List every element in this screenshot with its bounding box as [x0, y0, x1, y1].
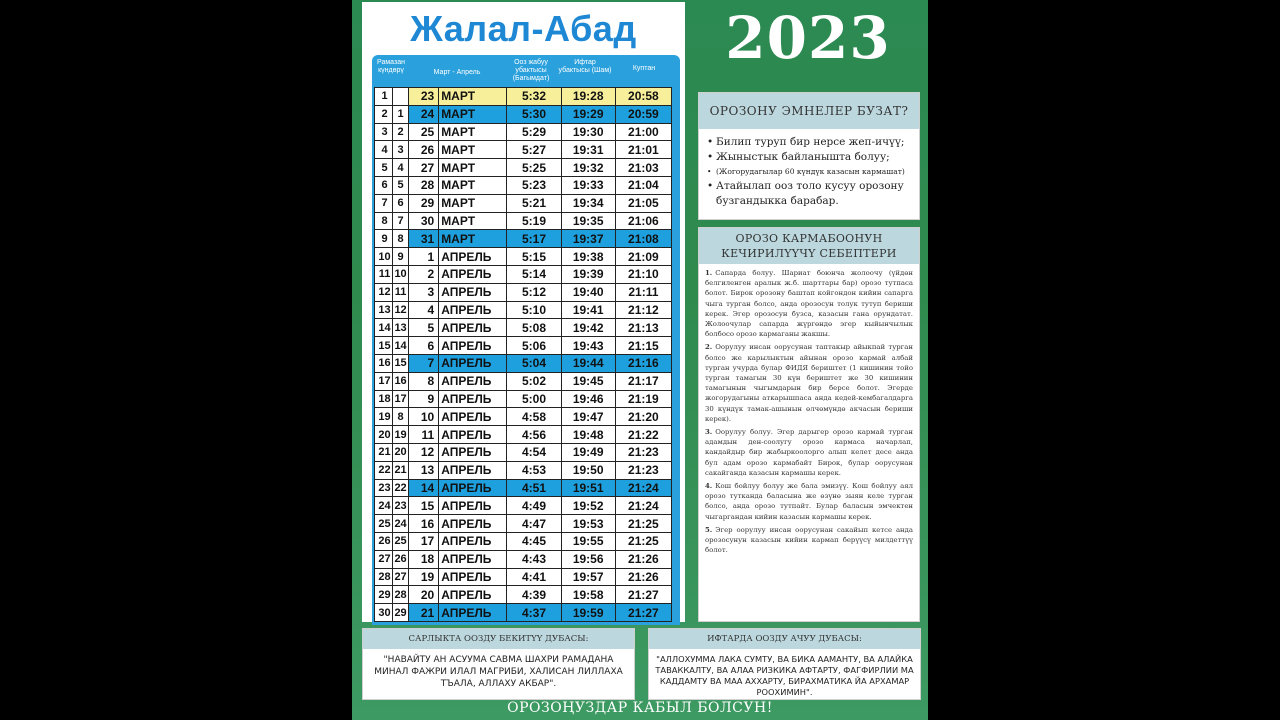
- ramazan-day-cell: 22: [375, 461, 393, 479]
- iftar-dua-text: "АЛЛОХУММА ЛАКА СУМТУ, ВА БИКА ААМАНТУ, ВА АЛАЙКА ТАВАККАЛТУ, ВА АЛАА РИЗКИКА АФТАРТУ, ФАГФИРЛИИ МА КАДДАМТУ ВА МАА АХХАРТУ, БИРАХМАТИКА ЙА АРХАМАР РООХИМИН".: [655, 654, 914, 697]
- date-month-cell: МАРТ: [439, 176, 507, 194]
- date-day-cell: 25: [409, 123, 439, 141]
- kuptan-time-cell: 21:27: [615, 586, 671, 604]
- date-day-cell: 24: [409, 105, 439, 123]
- kuptan-time-cell: 20:59: [615, 105, 671, 123]
- iftar-time-cell: 19:34: [561, 194, 615, 212]
- day-index-cell: 2: [393, 123, 409, 141]
- suhoor-time-cell: 4:37: [507, 604, 561, 622]
- header-suhoor: Ооз жабуу убактысы (Багымдат): [512, 59, 550, 82]
- table-row: [375, 265, 672, 283]
- footer-greeting: ОРОЗОҢУЗДАР КАБЫЛ БОЛСУН!: [507, 700, 773, 716]
- paragraph-text: Оорулуу инсан оорусунан таптакыр айыкпай турган болсо же карылыктын айынан орозо кармай албай турган учурда булар ФИДЯ бериштет (1 кишинин тойо турган тамагын 30 күн бериштет же 30 кишинин тамагынын чыгымдарын бир берсе болот. Эгерде жогорудагыны аткарышпаса анда кедей-кембагалдарга 30 күндүк тамак-ашынын өлчөмүндө акчасын бериши керек).: [705, 343, 913, 423]
- iftar-time-cell: 19:57: [561, 568, 615, 586]
- date-day-cell: 21: [409, 604, 439, 622]
- suhoor-time-cell: 4:41: [507, 568, 561, 586]
- fast-breakers-list: [699, 129, 919, 209]
- iftar-time-cell: 19:47: [561, 408, 615, 426]
- table-row: [375, 461, 672, 479]
- iftar-time-cell: 19:30: [561, 123, 615, 141]
- day-index-cell: 9: [393, 248, 409, 266]
- day-index-cell: 25: [393, 532, 409, 550]
- paragraph-text: Кош бойлуу болуу же бала эмизүү. Кош бойлуу аял орозо тутканда баласына же өзүнө зыян келе турган болсо, анда орозо тутпайт. Булар баласын эмчектен чыгаргандан кийин казасын кармашы керек.: [705, 482, 913, 521]
- suhoor-time-cell: 4:49: [507, 497, 561, 515]
- table-row: [375, 354, 672, 372]
- date-month-cell: АПРЕЛЬ: [439, 479, 507, 497]
- iftar-time-cell: 19:38: [561, 248, 615, 266]
- suhoor-time-cell: 5:32: [507, 88, 561, 106]
- paragraph-number: 5.: [705, 525, 713, 534]
- kuptan-time-cell: 21:27: [615, 604, 671, 622]
- suhoor-time-cell: 5:27: [507, 141, 561, 159]
- iftar-time-cell: 19:46: [561, 390, 615, 408]
- date-month-cell: АПРЕЛЬ: [439, 265, 507, 283]
- kuptan-time-cell: 21:10: [615, 265, 671, 283]
- schedule-panel: [362, 2, 685, 622]
- date-day-cell: 3: [409, 283, 439, 301]
- day-index-cell: 11: [393, 283, 409, 301]
- ramazan-day-cell: 27: [375, 550, 393, 568]
- date-day-cell: 29: [409, 194, 439, 212]
- suhoor-dua-box: [362, 628, 635, 700]
- table-row: [375, 390, 672, 408]
- header-kuptan: Куптан: [632, 65, 656, 72]
- table-row: [375, 532, 672, 550]
- iftar-time-cell: 19:37: [561, 230, 615, 248]
- table-row: [375, 194, 672, 212]
- excuses-body: [699, 264, 919, 555]
- table-row: [375, 497, 672, 515]
- date-month-cell: МАРТ: [439, 105, 507, 123]
- date-day-cell: 30: [409, 212, 439, 230]
- day-index-cell: 23: [393, 497, 409, 515]
- ramazan-day-cell: 1: [375, 88, 393, 106]
- ramazan-day-cell: 10: [375, 248, 393, 266]
- date-day-cell: 4: [409, 301, 439, 319]
- kuptan-time-cell: 21:25: [615, 515, 671, 533]
- kuptan-time-cell: 21:12: [615, 301, 671, 319]
- kuptan-time-cell: 21:26: [615, 550, 671, 568]
- iftar-time-cell: 19:59: [561, 604, 615, 622]
- iftar-time-cell: 19:28: [561, 88, 615, 106]
- paragraph-number: 1.: [705, 269, 713, 277]
- list-item: • Атайылап ооз толо кусуу орозону бузгандыкка барабар.: [707, 179, 913, 209]
- date-day-cell: 14: [409, 479, 439, 497]
- ramazan-day-cell: 24: [375, 497, 393, 515]
- ramazan-day-cell: 12: [375, 283, 393, 301]
- iftar-dua-title: ИФТАРДА ООЗДУ АЧУУ ДУБАСЫ:: [649, 629, 920, 649]
- iftar-time-cell: 19:32: [561, 159, 615, 177]
- ramazan-day-cell: 25: [375, 515, 393, 533]
- iftar-time-cell: 19:50: [561, 461, 615, 479]
- date-day-cell: 31: [409, 230, 439, 248]
- date-month-cell: АПРЕЛЬ: [439, 337, 507, 355]
- suhoor-time-cell: 5:30: [507, 105, 561, 123]
- ramazan-day-cell: 20: [375, 426, 393, 444]
- table-row: [375, 212, 672, 230]
- suhoor-time-cell: 5:06: [507, 337, 561, 355]
- date-day-cell: 13: [409, 461, 439, 479]
- kuptan-time-cell: 20:58: [615, 88, 671, 106]
- date-month-cell: АПРЕЛЬ: [439, 390, 507, 408]
- ramazan-day-cell: 15: [375, 337, 393, 355]
- suhoor-time-cell: 5:29: [507, 123, 561, 141]
- date-month-cell: МАРТ: [439, 194, 507, 212]
- list-item: • (Жогорудагылар 60 күндүк казасын кармашат): [707, 165, 913, 179]
- ramazan-day-cell: 19: [375, 408, 393, 426]
- ramazan-day-cell: 4: [375, 141, 393, 159]
- ramazan-day-cell: 3: [375, 123, 393, 141]
- day-index-cell: 21: [393, 461, 409, 479]
- kuptan-time-cell: 21:23: [615, 443, 671, 461]
- date-day-cell: 10: [409, 408, 439, 426]
- excuse-paragraph: [705, 342, 913, 424]
- ramazan-day-cell: 13: [375, 301, 393, 319]
- date-day-cell: 5: [409, 319, 439, 337]
- suhoor-dua-text: "НАВАЙТУ АН АСУУМА САВМА ШАХРИ РАМАДАНА МИНАЛ ФАЖРИ ИЛАЛ МАГРИБИ, ХАЛИСАН ЛИЛЛАХА ТЪАЛА, АЛЛАХУ АКБАР".: [374, 655, 623, 689]
- iftar-time-cell: 19:35: [561, 212, 615, 230]
- ramazan-day-cell: 30: [375, 604, 393, 622]
- ramazan-day-cell: 6: [375, 176, 393, 194]
- ramazan-day-cell: 14: [375, 319, 393, 337]
- day-index-cell: 28: [393, 586, 409, 604]
- date-day-cell: 23: [409, 88, 439, 106]
- iftar-time-cell: 19:29: [561, 105, 615, 123]
- table-row: [375, 568, 672, 586]
- iftar-time-cell: 19:41: [561, 301, 615, 319]
- suhoor-time-cell: 5:12: [507, 283, 561, 301]
- kuptan-time-cell: 21:17: [615, 372, 671, 390]
- iftar-time-cell: 19:44: [561, 354, 615, 372]
- table-row: [375, 550, 672, 568]
- kuptan-time-cell: 21:09: [615, 248, 671, 266]
- ramadan-calendar-poster: [352, 0, 928, 720]
- table-row: [375, 283, 672, 301]
- kuptan-time-cell: 21:04: [615, 176, 671, 194]
- city-title: Жалал-Абад: [410, 8, 637, 49]
- suhoor-time-cell: 4:51: [507, 479, 561, 497]
- suhoor-time-cell: 5:04: [507, 354, 561, 372]
- day-index-cell: 17: [393, 390, 409, 408]
- ramazan-day-cell: 23: [375, 479, 393, 497]
- kuptan-time-cell: 21:03: [615, 159, 671, 177]
- day-index-cell: 3: [393, 141, 409, 159]
- ramazan-day-cell: 18: [375, 390, 393, 408]
- paragraph-number: 3.: [705, 428, 713, 437]
- table-row: [375, 426, 672, 444]
- excuses-title: [699, 228, 919, 264]
- iftar-time-cell: 19:42: [561, 319, 615, 337]
- day-index-cell: 24: [393, 515, 409, 533]
- date-month-cell: АПРЕЛЬ: [439, 408, 507, 426]
- date-month-cell: АПРЕЛЬ: [439, 301, 507, 319]
- date-day-cell: 15: [409, 497, 439, 515]
- ramazan-day-cell: 7: [375, 194, 393, 212]
- day-index-cell: 6: [393, 194, 409, 212]
- kuptan-time-cell: 21:25: [615, 532, 671, 550]
- paragraph-text: Эгер оорулуу инсан оорусунан сакайып кетсе анда орозосунун казасын кийин кармап берүүсү милдеттүү болот.: [705, 525, 913, 555]
- suhoor-time-cell: 5:10: [507, 301, 561, 319]
- date-month-cell: АПРЕЛЬ: [439, 586, 507, 604]
- table-row: [375, 586, 672, 604]
- suhoor-time-cell: 4:43: [507, 550, 561, 568]
- day-index-cell: 8: [393, 408, 409, 426]
- schedule-table-container: [372, 55, 680, 625]
- iftar-time-cell: 19:58: [561, 586, 615, 604]
- iftar-dua-box: [648, 628, 921, 700]
- suhoor-time-cell: 4:56: [507, 426, 561, 444]
- suhoor-time-cell: 5:00: [507, 390, 561, 408]
- day-index-cell: 8: [393, 230, 409, 248]
- date-month-cell: АПРЕЛЬ: [439, 461, 507, 479]
- ramazan-day-cell: 16: [375, 354, 393, 372]
- date-day-cell: 16: [409, 515, 439, 533]
- iftar-time-cell: 19:56: [561, 550, 615, 568]
- ramazan-day-cell: 28: [375, 568, 393, 586]
- date-month-cell: АПРЕЛЬ: [439, 319, 507, 337]
- iftar-time-cell: 19:48: [561, 426, 615, 444]
- table-row: [375, 248, 672, 266]
- kuptan-time-cell: 21:26: [615, 568, 671, 586]
- date-day-cell: 12: [409, 443, 439, 461]
- date-day-cell: 6: [409, 337, 439, 355]
- iftar-time-cell: 19:31: [561, 141, 615, 159]
- table-row: [375, 337, 672, 355]
- date-month-cell: МАРТ: [439, 230, 507, 248]
- kuptan-time-cell: 21:01: [615, 141, 671, 159]
- table-row: [375, 88, 672, 106]
- list-item: • Билип туруп бир нерсе жеп-ичүү;: [707, 135, 913, 150]
- kuptan-time-cell: 21:16: [615, 354, 671, 372]
- day-index-cell: 29: [393, 604, 409, 622]
- day-index-cell: 16: [393, 372, 409, 390]
- kuptan-time-cell: 21:19: [615, 390, 671, 408]
- suhoor-time-cell: 4:45: [507, 532, 561, 550]
- ramazan-day-cell: 2: [375, 105, 393, 123]
- table-row: [375, 159, 672, 177]
- date-month-cell: АПРЕЛЬ: [439, 604, 507, 622]
- kuptan-time-cell: 21:05: [615, 194, 671, 212]
- day-index-cell: 15: [393, 354, 409, 372]
- kuptan-time-cell: 21:20: [615, 408, 671, 426]
- date-month-cell: МАРТ: [439, 88, 507, 106]
- table-row: [375, 443, 672, 461]
- ramazan-day-cell: 17: [375, 372, 393, 390]
- paragraph-text: Оорулуу болуу. Эгер дарыгер орозо кармай турган адамдын ден-соолугу орозо кармаса начарлап, кандайдыр бир жабыркоолорго алып келет десе анда бул адам орозо кармабайт Бирок, булар оорусунан сакайганда казасын кармашы керек.: [705, 428, 913, 477]
- kuptan-time-cell: 21:00: [615, 123, 671, 141]
- date-month-cell: АПРЕЛЬ: [439, 443, 507, 461]
- kuptan-time-cell: 21:15: [615, 337, 671, 355]
- day-index-cell: 27: [393, 568, 409, 586]
- header-iftar: Ифтар убактысы (Шам): [558, 59, 612, 74]
- day-index-cell: 5: [393, 176, 409, 194]
- date-day-cell: 8: [409, 372, 439, 390]
- date-month-cell: МАРТ: [439, 123, 507, 141]
- suhoor-time-cell: 4:47: [507, 515, 561, 533]
- iftar-time-cell: 19:53: [561, 515, 615, 533]
- suhoor-dua-title: САРЛЫКТА ООЗДУ БЕКИТҮҮ ДУБАСЫ:: [363, 629, 634, 649]
- ramazan-day-cell: 8: [375, 212, 393, 230]
- ramazan-day-cell: 9: [375, 230, 393, 248]
- iftar-time-cell: 19:39: [561, 265, 615, 283]
- table-row: [375, 479, 672, 497]
- date-month-cell: АПРЕЛЬ: [439, 568, 507, 586]
- table-row: [375, 515, 672, 533]
- suhoor-time-cell: 5:08: [507, 319, 561, 337]
- table-row: [375, 408, 672, 426]
- date-month-cell: АПРЕЛЬ: [439, 532, 507, 550]
- table-row: [375, 372, 672, 390]
- table-row: [375, 141, 672, 159]
- paragraph-number: 2.: [705, 343, 713, 352]
- fast-breakers-title: ОРОЗОНУ ЭМНЕЛЕР БУЗАТ?: [699, 93, 919, 129]
- fast-breakers-box: [698, 92, 920, 220]
- day-index-cell: 12: [393, 301, 409, 319]
- date-month-cell: АПРЕЛЬ: [439, 426, 507, 444]
- table-row: [375, 230, 672, 248]
- suhoor-time-cell: 5:14: [507, 265, 561, 283]
- day-index-cell: 10: [393, 265, 409, 283]
- ramazan-day-cell: 29: [375, 586, 393, 604]
- date-month-cell: АПРЕЛЬ: [439, 354, 507, 372]
- date-month-cell: АПРЕЛЬ: [439, 248, 507, 266]
- list-item: • Жыныстык байланышта болуу;: [707, 150, 913, 165]
- iftar-time-cell: 19:52: [561, 497, 615, 515]
- day-index-cell: 1: [393, 105, 409, 123]
- kuptan-time-cell: 21:11: [615, 283, 671, 301]
- suhoor-time-cell: 4:58: [507, 408, 561, 426]
- suhoor-time-cell: 5:19: [507, 212, 561, 230]
- day-index-cell: 7: [393, 212, 409, 230]
- ramazan-day-cell: 11: [375, 265, 393, 283]
- date-day-cell: 17: [409, 532, 439, 550]
- day-index-cell: 22: [393, 479, 409, 497]
- header-ramazan: Рамазан күндөрү: [377, 59, 405, 74]
- kuptan-time-cell: 21:24: [615, 497, 671, 515]
- excuses-box: [698, 227, 920, 622]
- iftar-time-cell: 19:55: [561, 532, 615, 550]
- date-day-cell: 7: [409, 354, 439, 372]
- year-title: 2023: [725, 4, 891, 72]
- table-row: [375, 604, 672, 622]
- excuse-paragraph: [705, 525, 913, 556]
- suhoor-time-cell: 4:39: [507, 586, 561, 604]
- excuse-paragraph: [705, 427, 913, 478]
- iftar-time-cell: 19:45: [561, 372, 615, 390]
- excuse-paragraph: [705, 268, 913, 339]
- iftar-time-cell: 19:43: [561, 337, 615, 355]
- suhoor-time-cell: 5:25: [507, 159, 561, 177]
- suhoor-time-cell: 5:15: [507, 248, 561, 266]
- date-month-cell: МАРТ: [439, 159, 507, 177]
- ramazan-day-cell: 5: [375, 159, 393, 177]
- date-day-cell: 27: [409, 159, 439, 177]
- table-row: [375, 105, 672, 123]
- kuptan-time-cell: 21:08: [615, 230, 671, 248]
- ramazan-day-cell: 26: [375, 532, 393, 550]
- date-month-cell: МАРТ: [439, 212, 507, 230]
- day-index-cell: 20: [393, 443, 409, 461]
- date-day-cell: 2: [409, 265, 439, 283]
- schedule-table-body: [375, 88, 672, 622]
- suhoor-time-cell: 4:54: [507, 443, 561, 461]
- excuse-paragraph: [705, 481, 913, 522]
- date-day-cell: 18: [409, 550, 439, 568]
- date-day-cell: 11: [409, 426, 439, 444]
- table-row: [375, 301, 672, 319]
- suhoor-time-cell: 4:53: [507, 461, 561, 479]
- date-month-cell: АПРЕЛЬ: [439, 372, 507, 390]
- suhoor-time-cell: 5:21: [507, 194, 561, 212]
- table-row: [375, 176, 672, 194]
- ramazan-day-cell: 21: [375, 443, 393, 461]
- date-month-cell: АПРЕЛЬ: [439, 283, 507, 301]
- iftar-time-cell: 19:49: [561, 443, 615, 461]
- paragraph-text: Сапарда болуу. Шариат боюнча жолоочу (үйдөн белгиленген аралык ж.б. шарттары бар) орозо тутпаса болот. Бирок орозону баштап койгондон кийин сапарга чыга турган болсо, анда орозосун толук тутуп бериши керек. Эгер орозосун бузса, казасын гана орундатат. Жолоочулар сапарда жүргөндө эгер кыйынчылык болбосо орозо кармаганы жакшы.: [705, 269, 913, 339]
- kuptan-time-cell: 21:24: [615, 479, 671, 497]
- day-index-cell: [393, 88, 409, 106]
- date-month-cell: АПРЕЛЬ: [439, 515, 507, 533]
- paragraph-number: 4.: [705, 482, 713, 491]
- date-day-cell: 9: [409, 390, 439, 408]
- kuptan-time-cell: 21:23: [615, 461, 671, 479]
- date-month-cell: АПРЕЛЬ: [439, 550, 507, 568]
- header-date: Март - Апрель: [433, 69, 481, 76]
- kuptan-time-cell: 21:06: [615, 212, 671, 230]
- excuses-title-line2: КЕЧИРИЛҮҮЧҮ СЕБЕПТЕРИ: [721, 247, 897, 260]
- day-index-cell: 14: [393, 337, 409, 355]
- excuses-title-line1: ОРОЗО КАРМАБООНУН: [735, 232, 883, 245]
- date-day-cell: 1: [409, 248, 439, 266]
- day-index-cell: 26: [393, 550, 409, 568]
- date-day-cell: 19: [409, 568, 439, 586]
- kuptan-time-cell: 21:22: [615, 426, 671, 444]
- iftar-time-cell: 19:33: [561, 176, 615, 194]
- day-index-cell: 13: [393, 319, 409, 337]
- date-day-cell: 20: [409, 586, 439, 604]
- schedule-table-header: [372, 55, 680, 87]
- suhoor-time-cell: 5:17: [507, 230, 561, 248]
- suhoor-time-cell: 5:23: [507, 176, 561, 194]
- date-day-cell: 28: [409, 176, 439, 194]
- iftar-time-cell: 19:40: [561, 283, 615, 301]
- schedule-table: [374, 87, 672, 622]
- day-index-cell: 4: [393, 159, 409, 177]
- date-month-cell: АПРЕЛЬ: [439, 497, 507, 515]
- day-index-cell: 19: [393, 426, 409, 444]
- date-day-cell: 26: [409, 141, 439, 159]
- table-row: [375, 123, 672, 141]
- iftar-time-cell: 19:51: [561, 479, 615, 497]
- kuptan-time-cell: 21:13: [615, 319, 671, 337]
- table-row: [375, 319, 672, 337]
- suhoor-time-cell: 5:02: [507, 372, 561, 390]
- date-month-cell: МАРТ: [439, 141, 507, 159]
